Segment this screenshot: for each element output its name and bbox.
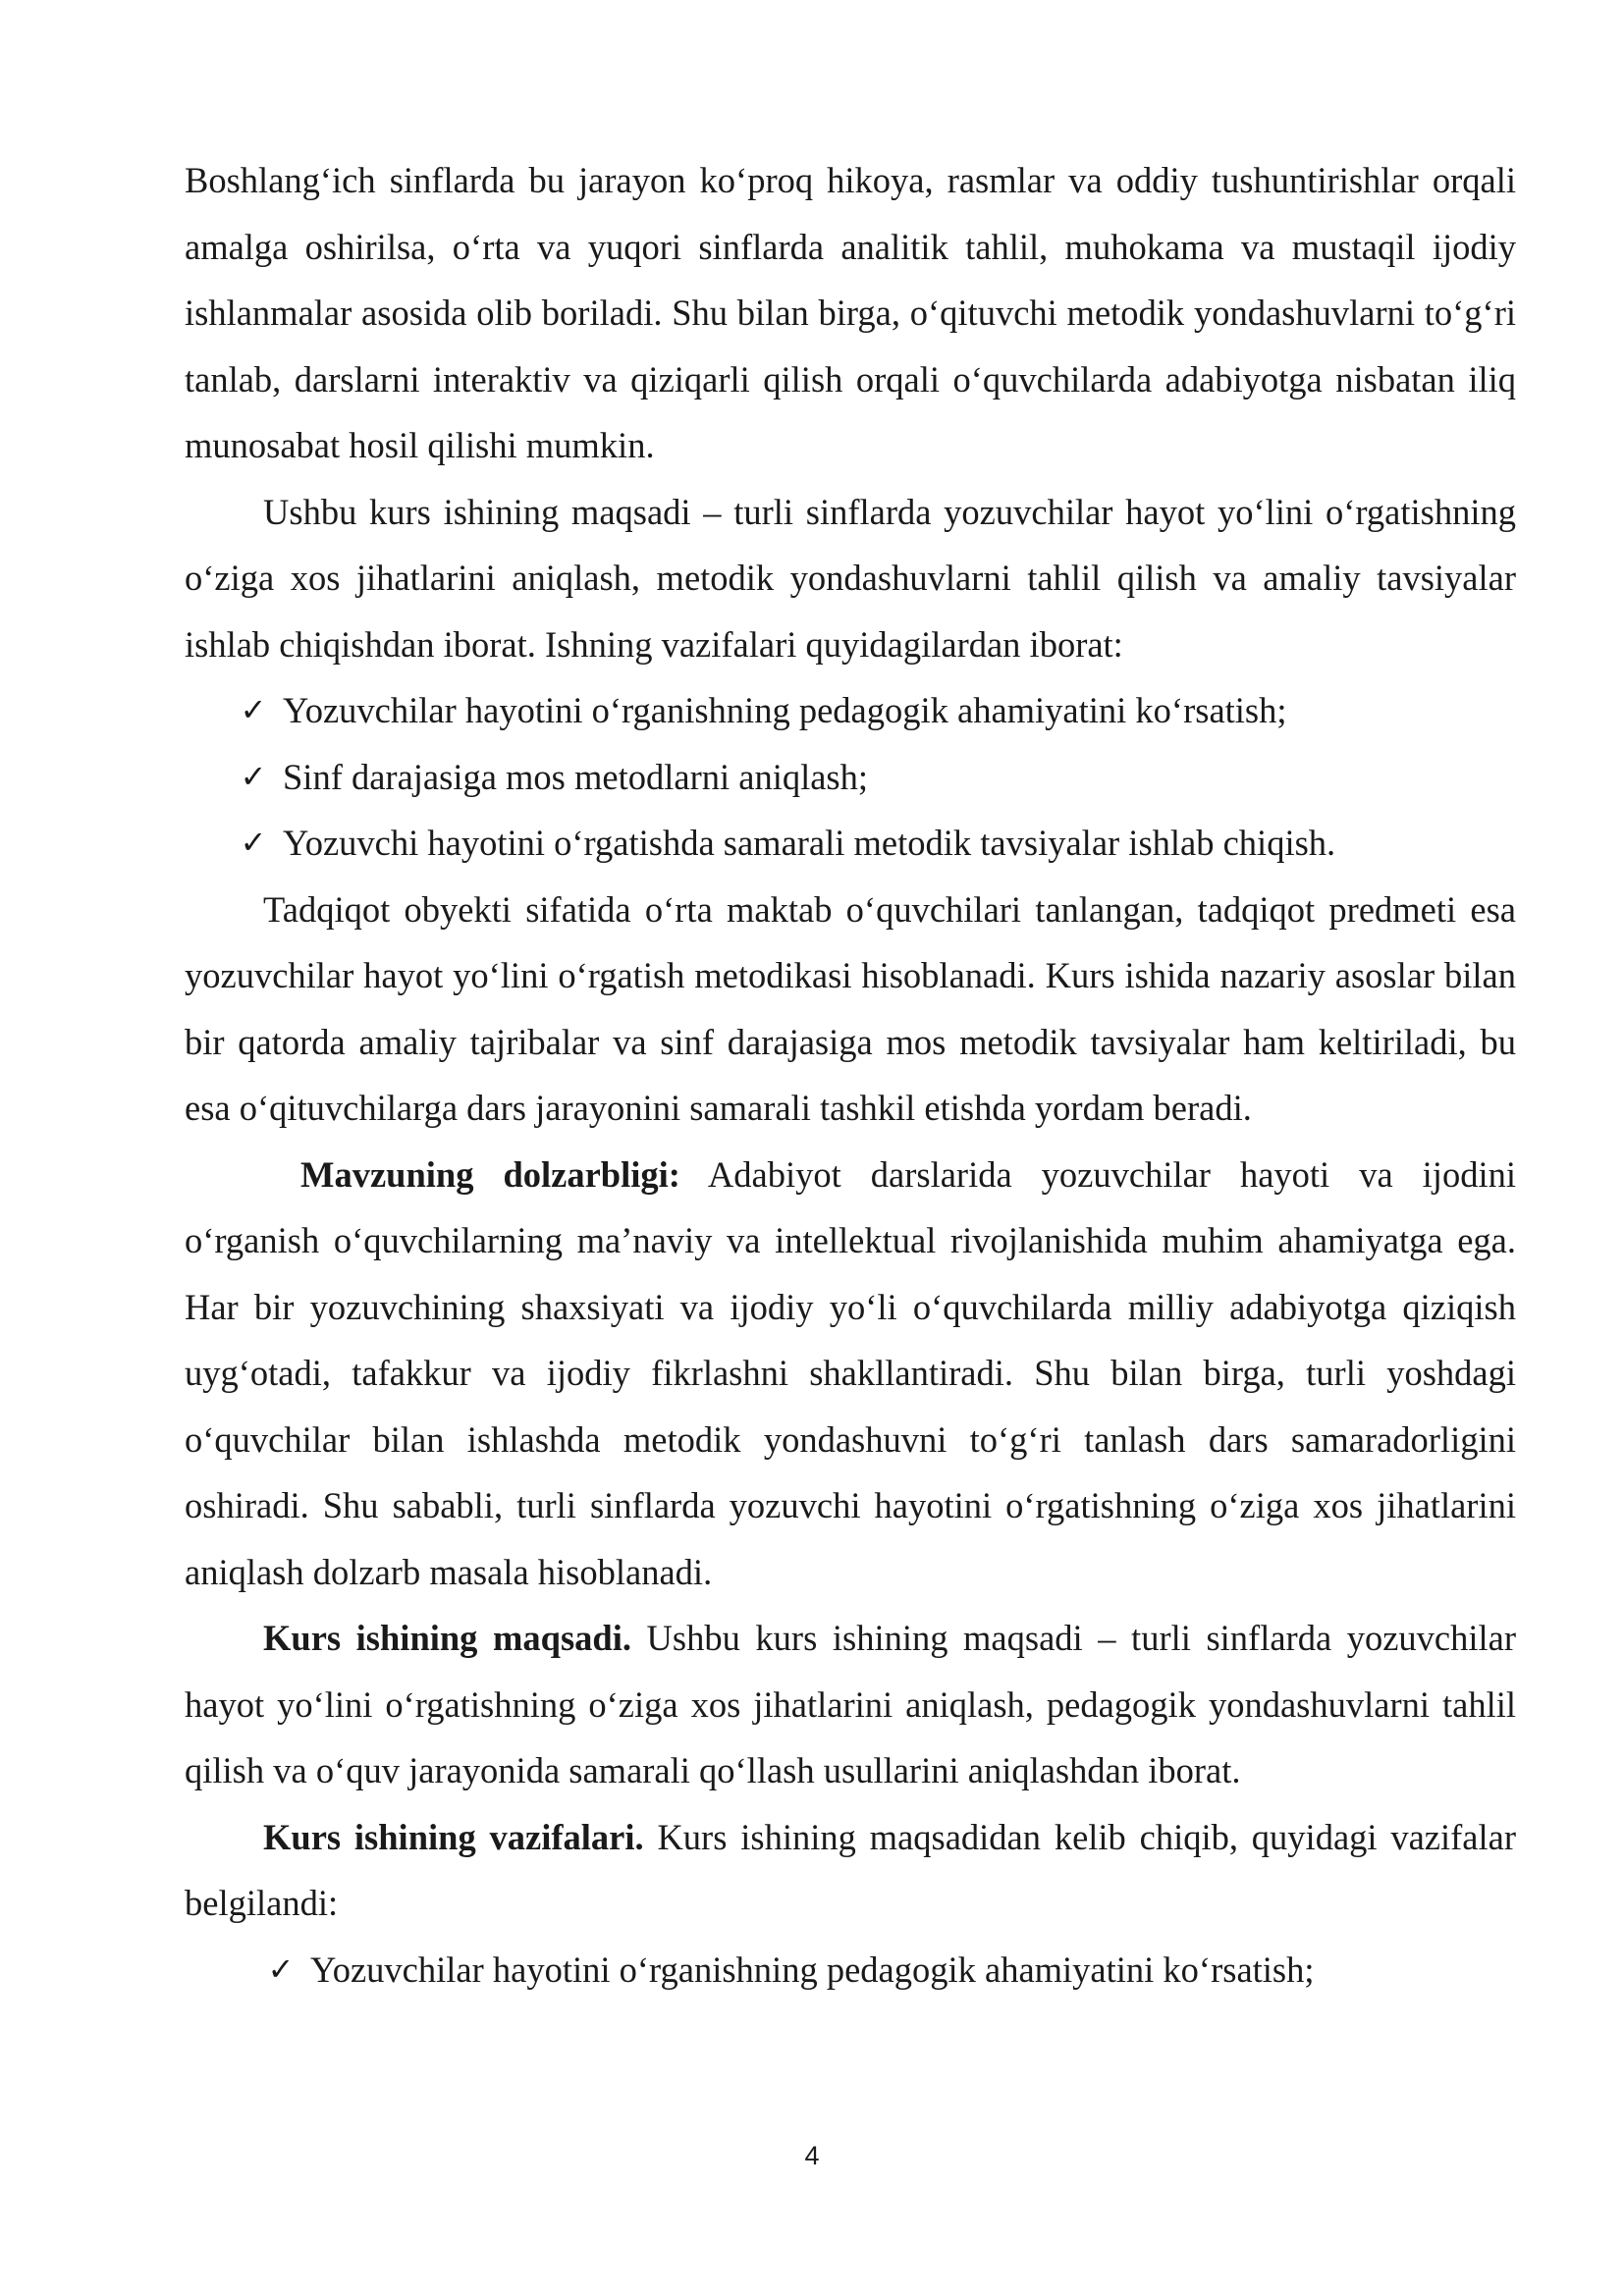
list-item <box>185 677 1516 744</box>
goal-text: Ushbu kurs ishining maqsadi – turli sinflarda yozuvchilar hayot yo‘lini o‘rgatishning o‘ziga xos jihatlarini aniqlash, pedagogik yondashuvlarni tahlil qilish va o‘quv jarayonida samarali qo‘llash usullarini aniqlashdan iborat. <box>185 1618 1516 1790</box>
paragraph-goal <box>185 1605 1516 1804</box>
paragraph-tasks <box>185 1804 1516 1937</box>
tasks-text: Kurs ishining maqsadidan kelib chiqib, quyidagi vazifalar belgilandi: <box>185 1816 1516 1923</box>
paragraph-intro: Boshlang‘ich sinflarda bu jarayon ko‘proq hikoya, rasmlar va oddiy tushuntirishlar orqali amalga oshirilsa, o‘rta va yuqori sinflarda analitik tahlil, muhokama va mustaqil ijodiy ishlanmalar asosida olib boriladi. Shu bilan birga, o‘qituvchi metodik yondashuvlarni to‘g‘ri tanlab, darslarni interaktiv va qiziqarli qilish orqali o‘quvchilarda adabiyotga nisbatan iliq munosabat hosil qilishi mumkin. <box>185 160 1516 465</box>
list-item <box>185 744 1516 811</box>
goal-heading: Kurs ishining maqsadi. <box>263 1618 631 1658</box>
tasks-list-2 <box>185 1937 1516 2003</box>
list-item-text: Yozuvchilar hayotini o‘rganishning pedagogik ahamiyatini ko‘rsatish; <box>310 1949 1315 1990</box>
relevance-text: Adabiyot darslarida yozuvchilar hayoti va ijodini o‘rganish o‘quvchilarning ma’naviy va intellektual rivojlanishida muhim ahamiyatga ega. Har bir yozuvchining shaxsiyati va ijodiy yo‘li o‘quvchilarda milliy adabiyotga qiziqish uyg‘otadi, tafakkur va ijodiy fikrlashni shakllantiradi. Shu bilan birga, turli yoshdagi o‘quvchilar bilan ishlashda metodik yondashuvni to‘g‘ri tanlash dars samaradorligini oshiradi. Shu sababli, turli sinflarda yozuvchi hayotini o‘rgatishning o‘ziga xos jihatlarini aniqlash dolzarb masala hisoblanadi. <box>185 1153 1516 1592</box>
list-item <box>185 1937 1516 2003</box>
page-number: 4 <box>804 2141 820 2170</box>
checkmark-icon: ✓ <box>240 757 267 795</box>
paragraph-purpose: Ushbu kurs ishining maqsadi – turli sinflarda yozuvchilar hayot yo‘lini o‘rgatishning o‘ziga xos jihatlarini aniqlash, metodik yondashuvlarni tahlil qilish va amaliy tavsiyalar ishlab chiqishdan iborat. Ishning vazifalari quyidagilardan iborat: <box>185 491 1516 665</box>
list-item-text: Yozuvchi hayotini o‘rgatishda samarali metodik tavsiyalar ishlab chiqish. <box>283 823 1336 863</box>
list-item <box>185 810 1516 877</box>
tasks-heading: Kurs ishining vazifalari. <box>263 1816 644 1857</box>
relevance-heading: Mavzuning dolzarbligi: <box>300 1153 680 1195</box>
tasks-list <box>185 677 1516 877</box>
list-item-text: Yozuvchilar hayotini o‘rganishning pedagogik ahamiyatini ko‘rsatish; <box>283 690 1287 730</box>
checkmark-icon: ✓ <box>267 1949 295 1988</box>
paragraph-relevance <box>185 1142 1516 1606</box>
checkmark-icon: ✓ <box>240 824 267 861</box>
list-item-text: Sinf darajasiga mos metodlarni aniqlash; <box>283 756 869 797</box>
paragraph-research-object: Tadqiqot obyekti sifatida o‘rta maktab o‘quvchilari tanlangan, tadqiqot predmeti esa yozuvchilar hayot yo‘lini o‘rgatish metodikasi hisoblanadi. Kurs ishida nazariy asoslar bilan bir qatorda amaliy tajribalar va sinf darajasiga mos metodik tavsiyalar ham keltiriladi, bu esa o‘qituvchilarga dars jarayonini samarali tashkil etishda yordam beradi. <box>185 888 1516 1128</box>
checkmark-icon: ✓ <box>240 691 267 728</box>
document-page <box>185 147 1516 2002</box>
